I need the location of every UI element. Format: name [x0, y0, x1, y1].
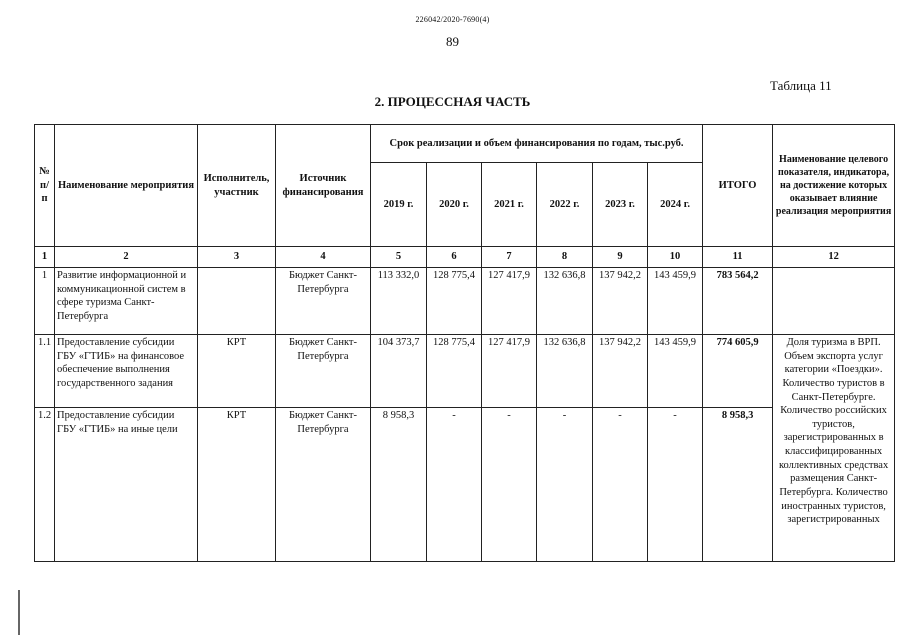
header-name: Наименование мероприятия [55, 125, 198, 247]
total-cell: 783 564,2 [703, 268, 773, 335]
column-number: 4 [276, 247, 371, 268]
value-2022: 132 636,8 [537, 335, 593, 408]
section-title: 2. ПРОЦЕССНАЯ ЧАСТЬ [374, 94, 531, 109]
source-cell: Бюджет Санкт-Петербурга [276, 268, 371, 335]
column-number: 10 [648, 247, 703, 268]
table-label: Таблица 11 [770, 78, 832, 93]
measure-name: Развитие информационной и коммуникационной систем в сфере туризма Санкт-Петербурга [55, 268, 198, 335]
indicator-cell [773, 268, 895, 335]
column-number: 6 [427, 247, 482, 268]
column-number: 1 [35, 247, 55, 268]
table-row [35, 268, 895, 335]
value-2022: 132 636,8 [537, 268, 593, 335]
value-2022: - [537, 408, 593, 562]
measure-name: Предоставление субсидии ГБУ «ГТИБ» на финансовое обеспечение выполнения государственного задания [55, 335, 198, 408]
value-2024: 143 459,9 [648, 268, 703, 335]
column-number: 7 [482, 247, 537, 268]
page-number: 89 [446, 34, 459, 49]
column-number: 3 [198, 247, 276, 268]
column-number: 9 [593, 247, 648, 268]
value-2021: - [482, 408, 537, 562]
header-year-2020: 2020 г. [427, 163, 482, 247]
value-2020: 128 775,4 [427, 335, 482, 408]
table-row [35, 408, 895, 562]
column-number: 8 [537, 247, 593, 268]
header-source: Источник финансирования [276, 125, 371, 247]
scan-edge-mark [18, 590, 20, 635]
row-number: 1.2 [35, 408, 55, 562]
total-cell: 774 605,9 [703, 335, 773, 408]
table-row [35, 335, 895, 408]
row-number: 1 [35, 268, 55, 335]
column-number: 5 [371, 247, 427, 268]
header-executor: Исполнитель, участник [198, 125, 276, 247]
header-total: ИТОГО [703, 125, 773, 247]
header-year-2022: 2022 г. [537, 163, 593, 247]
value-2020: 128 775,4 [427, 268, 482, 335]
header-period: Срок реализации и объем финансирования по годам, тыс.руб. [371, 125, 703, 163]
executor-cell: КРТ [198, 408, 276, 562]
column-number: 12 [773, 247, 895, 268]
value-2023: 137 942,2 [593, 335, 648, 408]
indicator-cell: Доля туризма в ВРП. Объем экспорта услуг категории «Поездки». Количество туристов в Санкт-Петербурге. Количество российских туристов, зарегистрированных в классифицированных коллективных средствах размещения Санкт-Петербурга. Количество иностранных туристов, зарегистрированных [773, 335, 895, 562]
value-2021: 127 417,9 [482, 268, 537, 335]
source-cell: Бюджет Санкт-Петербурга [276, 335, 371, 408]
header-year-2019: 2019 г. [371, 163, 427, 247]
column-number-row [35, 247, 895, 268]
column-number: 11 [703, 247, 773, 268]
value-2021: 127 417,9 [482, 335, 537, 408]
header-year-2023: 2023 г. [593, 163, 648, 247]
value-2020: - [427, 408, 482, 562]
value-2019: 8 958,3 [371, 408, 427, 562]
header-year-2021: 2021 г. [482, 163, 537, 247]
value-2019: 104 373,7 [371, 335, 427, 408]
column-number: 2 [55, 247, 198, 268]
value-2024: - [648, 408, 703, 562]
source-cell: Бюджет Санкт-Петербурга [276, 408, 371, 562]
measure-name: Предоставление субсидии ГБУ «ГТИБ» на иные цели [55, 408, 198, 562]
financing-table [34, 124, 895, 562]
executor-cell [198, 268, 276, 335]
value-2023: - [593, 408, 648, 562]
row-number: 1.1 [35, 335, 55, 408]
header-year-2024: 2024 г. [648, 163, 703, 247]
header-indicator: Наименование целевого показателя, индикатора, на достижение которых оказывает влияние реализация мероприятия [773, 125, 895, 247]
document-id: 226042/2020-7690(4) [415, 15, 490, 24]
executor-cell: КРТ [198, 335, 276, 408]
total-cell: 8 958,3 [703, 408, 773, 562]
header-no: № п/п [35, 125, 55, 247]
value-2023: 137 942,2 [593, 268, 648, 335]
value-2024: 143 459,9 [648, 335, 703, 408]
value-2019: 113 332,0 [371, 268, 427, 335]
